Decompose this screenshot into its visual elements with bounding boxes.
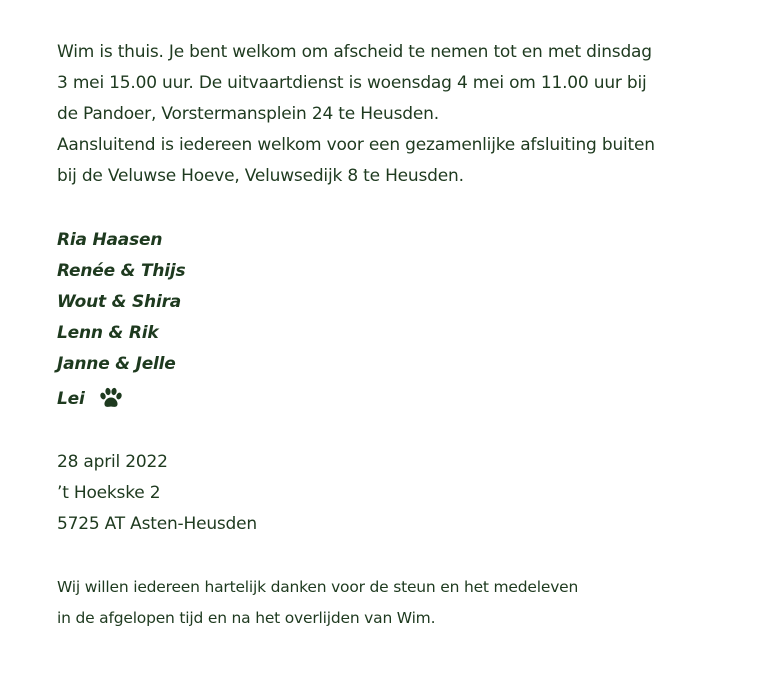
family-name-6: Lei (57, 389, 85, 409)
announcement-line-2: 3 mei 15.00 uur. De uitvaartdienst is woensdag 4 mei om 11.00 uur bij (57, 73, 647, 93)
paw-icon (98, 387, 124, 409)
date: 28 april 2022 (57, 452, 168, 472)
thanks-line-1: Wij willen iedereen hartelijk danken voor de steun en het medeleven (57, 578, 579, 596)
family-name-3: Wout & Shira (57, 292, 182, 312)
announcement-line-5: bij de Veluwse Hoeve, Veluwsedijk 8 te Heusden. (57, 166, 464, 186)
street-address: ’t Hoekske 2 (57, 483, 161, 503)
family-name-5: Janne & Jelle (57, 354, 176, 374)
announcement-line-1: Wim is thuis. Je bent welkom om afscheid te nemen tot en met dinsdag (57, 42, 652, 62)
family-name-4: Lenn & Rik (57, 323, 159, 343)
announcement-line-3: de Pandoer, Vorstermansplein 24 te Heusden. (57, 104, 439, 124)
announcement-line-4: Aansluitend is iedereen welkom voor een gezamenlijke afsluiting buiten (57, 135, 655, 155)
family-name-2: Renée & Thijs (57, 261, 186, 281)
family-name-6-row (57, 387, 124, 409)
family-name-1: Ria Haasen (57, 230, 163, 250)
thanks-line-2: in de afgelopen tijd en na het overlijden van Wim. (57, 609, 436, 627)
postal-city: 5725 AT Asten-Heusden (57, 514, 257, 534)
